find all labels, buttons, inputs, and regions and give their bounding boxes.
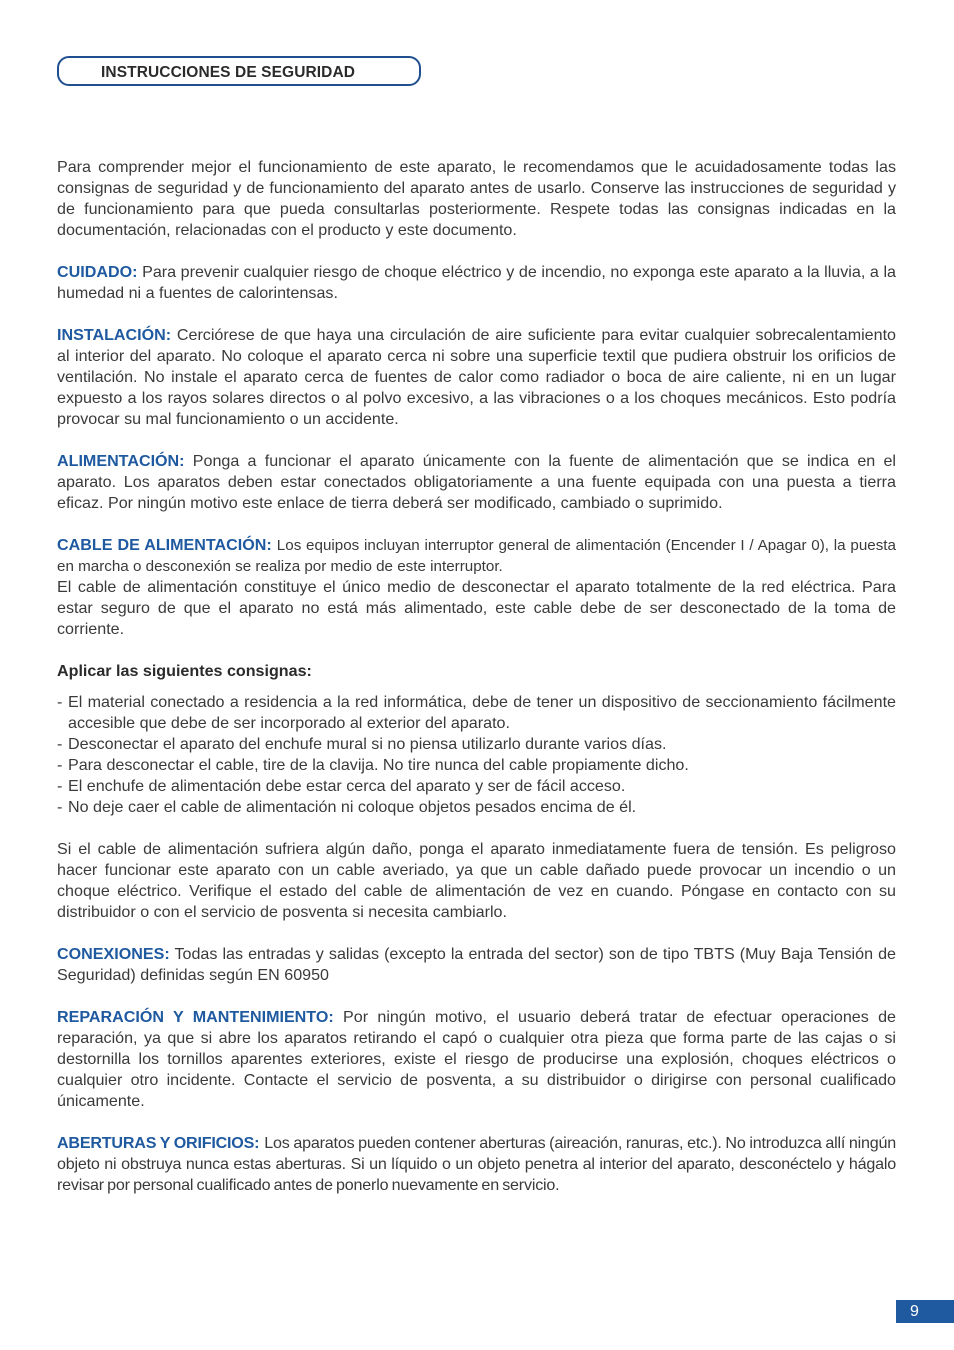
intro-paragraph: Para comprender mejor el funcionamiento de este aparato, le recomendamos que le acuidadosamente todas las consignas de seguridad y de funcionamiento del aparato antes de usarlo. Conserve las instrucciones de seguridad y de funcionamiento para que pueda consultarlas posteriormente. Respete todas las consignas indicadas en la documentación, relacionadas con el producto y este documento. bbox=[57, 158, 896, 239]
cable-paragraph bbox=[57, 535, 896, 640]
aberturas-label: ABERTURAS Y ORIFICIOS: bbox=[57, 1134, 260, 1152]
alimentacion-text: Ponga a funcionar el aparato únicamente con la fuente de alimentación que se indica en el aparato. Los aparatos deben estar conectados obligatoriamente a una fuente equipada con una puesta a tierra eficaz. Por ningún motivo este enlace de tierra deberá ser modificado, cambiado o suprimido. bbox=[57, 452, 896, 512]
consignas-list bbox=[57, 692, 896, 818]
section-header-box bbox=[57, 56, 421, 86]
reparacion-text: Por ningún motivo, el usuario deberá tratar de efectuar operaciones de reparación, ya que si abre los aparatos retirando el capó o cualquier otra pieza que forma parte de las cajas o si destornilla los tornillos aparentes exteriores, existe el riesgo de producirse una explosión, choques eléctricos o cualquier otro incidente. Contacte el servicio de posventa, a su distribuidor o dirigirse con personal cualificado únicamente. bbox=[57, 1008, 896, 1110]
danio-paragraph: Si el cable de alimentación sufriera algún daño, ponga el aparato inmediatamente fuera de tensión. Es peligroso hacer funcionar este aparato con un cable averiado, ya que un cable dañado puede provocar un incendio o un choque eléctrico. Verifique el estado del cable de alimentación de vez en cuando. Póngase en contacto con su distribuidor o con el servicio de posventa si necesita cambiarlo. bbox=[57, 840, 896, 921]
conexiones-text: Todas las entradas y salidas (excepto la entrada del sector) son de tipo TBTS (Muy Baja Tensión de Seguridad) definidas según EN 60950 bbox=[57, 945, 896, 984]
cable-text: Los equipos incluyan interruptor general de alimentación (Encender I / Apagar 0), la puesta en marcha o desconexión se realiza por medio de este interruptor. bbox=[57, 537, 896, 575]
alimentacion-label: ALIMENTACIÓN: bbox=[57, 452, 185, 470]
list-item: - El material conectado a residencia a la red informática, debe de tener un dispositivo de seccionamiento fácilmente accesible que debe de ser incorporado al exterior del aparato. bbox=[57, 692, 896, 734]
aberturas-paragraph bbox=[57, 1133, 896, 1196]
list-item: - No deje caer el cable de alimentación ni coloque objetos pesados encima de él. bbox=[57, 797, 896, 818]
alimentacion-paragraph bbox=[57, 451, 896, 514]
section-header-title: INSTRUCCIONES DE SEGURIDAD bbox=[101, 64, 356, 81]
list-item: - Desconectar el aparato del enchufe mural si no piensa utilizarlo durante varios días. bbox=[57, 734, 896, 755]
list-item: - Para desconectar el cable, tire de la clavija. No tire nunca del cable propiamente dicho. bbox=[57, 755, 896, 776]
cuidado-text: Para prevenir cualquier riesgo de choque eléctrico y de incendio, no exponga este aparato a la lluvia, a la humedad ni a fuentes de calorintensas. bbox=[57, 263, 896, 302]
aberturas-text: Los aparatos pueden contener aberturas (aireación, ranuras, etc.). No introduzca allí ningún objeto ni obstruya nunca estas aberturas. Si un líquido o un objeto penetra al interior del aparato, desconéctelo y hágalo revisar por personal cualificado antes de ponerlo nuevamente en servicio. bbox=[57, 1134, 896, 1194]
page-number: 9 bbox=[896, 1300, 954, 1323]
cuidado-label: CUIDADO: bbox=[57, 263, 138, 281]
cuidado-paragraph bbox=[57, 262, 896, 304]
cable-text-2: El cable de alimentación constituye el único medio de desconectar el aparato totalmente de la red eléctrica. Para estar seguro de que el aparato no está más alimentado, este cable debe de ser desconectado de la toma de corriente. bbox=[57, 578, 896, 638]
instalacion-paragraph bbox=[57, 325, 896, 430]
instalacion-text: Cerciórese de que haya una circulación de aire suficiente para evitar cualquier sobrecalentamiento al interior del aparato. No coloque el aparato cerca ni sobre una superficie textil que pudiera obstruir los orificios de ventilación. No instale el aparato cerca de fuentes de calor como radiador o boca de aire caliente, ni en un lugar expuesto a los rayos solares directos o al polvo excesivo, a las vibraciones o a los choques mecánicos. Esto podría provocar su mal funcionamiento o un accidente. bbox=[57, 326, 896, 428]
list-item: - El enchufe de alimentación debe estar cerca del aparato y ser de fácil acceso. bbox=[57, 776, 896, 797]
cable-label: CABLE DE ALIMENTACIÓN: bbox=[57, 536, 272, 554]
consignas-heading: Aplicar las siguientes consignas: bbox=[57, 662, 312, 680]
reparacion-paragraph bbox=[57, 1007, 896, 1112]
conexiones-paragraph bbox=[57, 944, 896, 986]
document-body bbox=[57, 157, 896, 1217]
conexiones-label: CONEXIONES: bbox=[57, 945, 170, 963]
reparacion-label: REPARACIÓN Y MANTENIMIENTO: bbox=[57, 1008, 334, 1026]
instalacion-label: INSTALACIÓN: bbox=[57, 326, 172, 344]
